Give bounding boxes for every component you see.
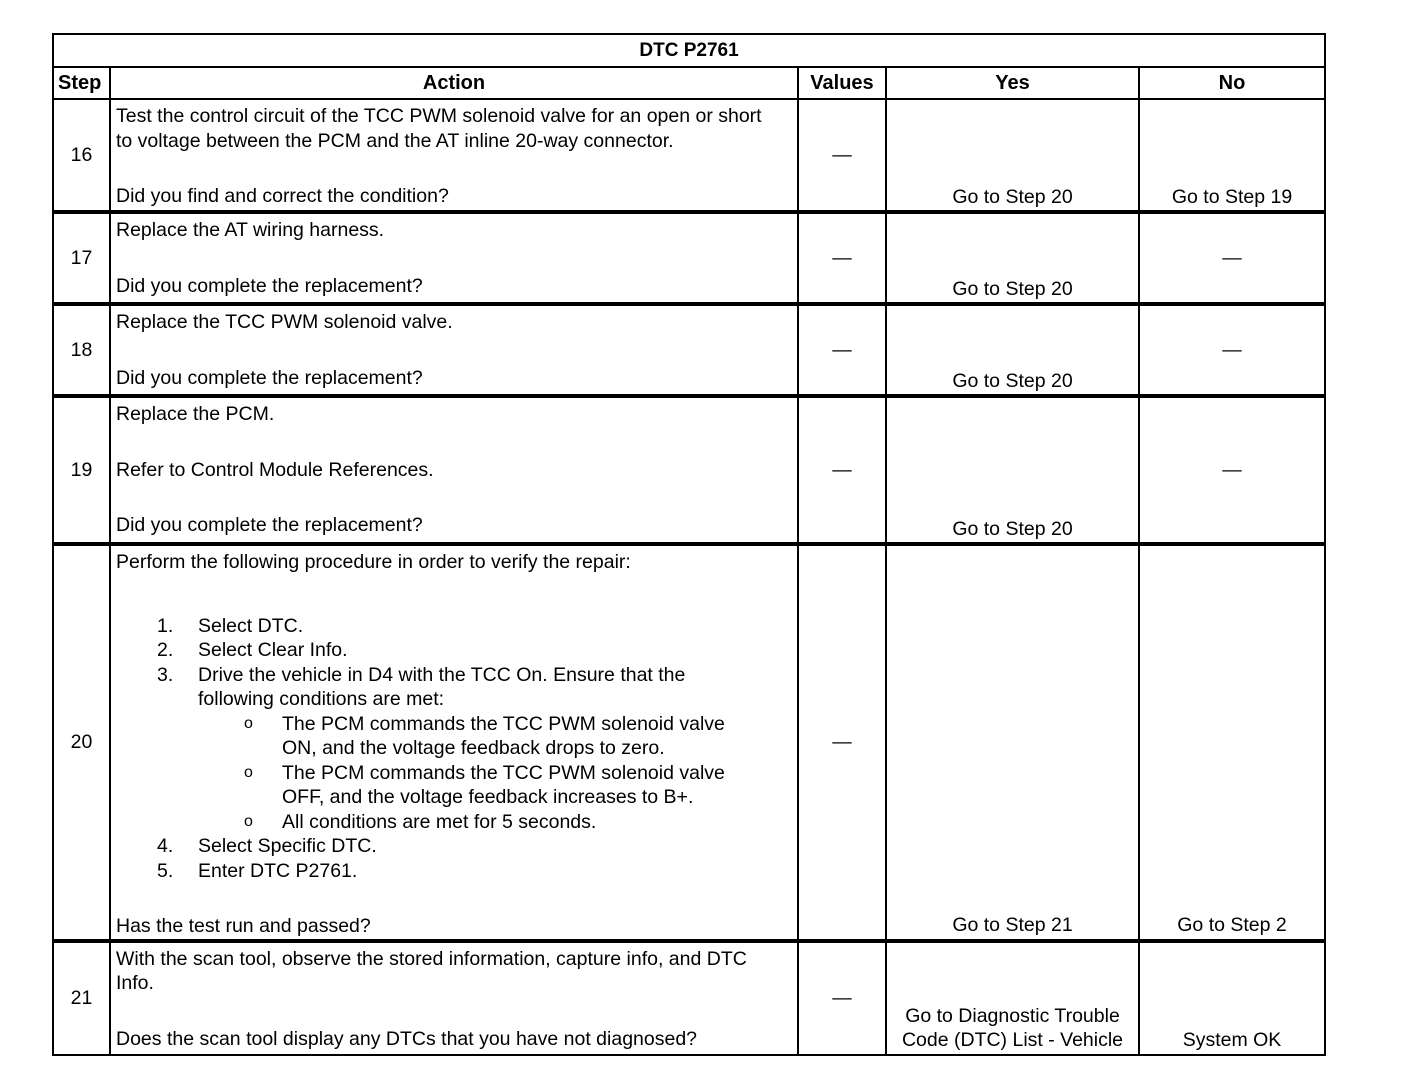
procedure-step: 4. Select Specific DTC.	[157, 835, 377, 857]
table-row	[53, 941, 1325, 1055]
yes-cell: Go to Step 20	[886, 396, 1139, 544]
step-number: 18	[53, 304, 110, 396]
procedure-step: 2. Select Clear Info.	[157, 639, 348, 661]
no-cell: System OK	[1139, 941, 1325, 1055]
no-cell: Go to Step 2	[1139, 544, 1325, 941]
table-row	[53, 544, 1325, 941]
action-text: Test the control circuit of the TCC PWM solenoid valve for an open or short to voltage between the PCM and the AT inline 20-way connector.	[116, 105, 762, 152]
action-cell	[110, 212, 798, 304]
condition-item: o The PCM commands the TCC PWM solenoid valve OFF, and the voltage feedback increases to B+.	[244, 761, 725, 808]
condition-item: o All conditions are met for 5 seconds.	[244, 810, 597, 833]
values-cell: —	[798, 99, 886, 212]
no-cell: —	[1139, 396, 1325, 544]
header-step: Step	[53, 67, 110, 99]
step-number: 20	[53, 544, 110, 941]
values-cell: —	[798, 544, 886, 941]
action-cell	[110, 941, 798, 1055]
table-row	[53, 99, 1325, 212]
action-cell	[110, 396, 798, 544]
no-cell: —	[1139, 304, 1325, 396]
action-note: Refer to Control Module References.	[116, 458, 434, 481]
action-question: Did you find and correct the condition?	[116, 185, 449, 207]
action-question: Did you complete the replacement?	[116, 274, 423, 297]
condition-list	[198, 712, 738, 835]
values-cell: —	[798, 304, 886, 396]
procedure-list	[116, 614, 792, 884]
step-number: 17	[53, 212, 110, 304]
procedure-step: 5. Enter DTC P2761.	[157, 859, 358, 882]
dtc-table	[52, 33, 1326, 1056]
action-cell	[110, 99, 798, 212]
action-text: With the scan tool, observe the stored information, capture info, and DTC Info.	[116, 947, 747, 994]
condition-item: o The PCM commands the TCC PWM solenoid valve ON, and the voltage feedback drops to zero.	[244, 712, 725, 759]
procedure-step: 3. Drive the vehicle in D4 with the TCC On. Ensure that the following conditions are met: o The PCM commands the TCC PWM solenoid valve ON, and the voltage feedback drops to zero. o The PCM commands the TCC PWM solenoid valve OFF, and the voltage feedback increases to B+. o All conditions are met for 5 seconds.	[198, 663, 738, 835]
action-text: Perform the following procedure in order to verify the repair:	[116, 551, 631, 573]
table-row	[53, 396, 1325, 544]
yes-cell: Go to Step 20	[886, 212, 1139, 304]
action-question: Did you complete the replacement?	[116, 514, 423, 536]
yes-cell: Go to Step 21	[886, 544, 1139, 941]
table-title: DTC P2761	[53, 34, 1325, 67]
action-text: Replace the AT wiring harness.	[116, 219, 385, 241]
values-cell: —	[798, 212, 886, 304]
values-cell: —	[798, 396, 886, 544]
table-row	[53, 212, 1325, 304]
action-text: Replace the TCC PWM solenoid valve.	[116, 311, 453, 333]
action-question: Does the scan tool display any DTCs that you have not diagnosed?	[116, 1027, 698, 1050]
yes-cell: Go to Diagnostic Trouble Code (DTC) List - Vehicle	[886, 941, 1139, 1055]
table-row	[53, 304, 1325, 396]
header-no: No	[1139, 67, 1325, 99]
step-number: 19	[53, 396, 110, 544]
no-cell: Go to Step 19	[1139, 99, 1325, 212]
header-action: Action	[110, 67, 798, 99]
procedure-step: 1. Select DTC.	[157, 614, 304, 637]
no-cell: —	[1139, 212, 1325, 304]
yes-cell: Go to Step 20	[886, 304, 1139, 396]
action-question: Has the test run and passed?	[116, 915, 371, 937]
action-text: Replace the PCM.	[116, 403, 275, 425]
action-cell	[110, 544, 798, 941]
values-cell: —	[798, 941, 886, 1055]
step-number: 21	[53, 941, 110, 1055]
action-cell	[110, 304, 798, 396]
action-question: Did you complete the replacement?	[116, 366, 423, 389]
header-values: Values	[798, 67, 886, 99]
header-yes: Yes	[886, 67, 1139, 99]
yes-cell: Go to Step 20	[886, 99, 1139, 212]
step-number: 16	[53, 99, 110, 212]
